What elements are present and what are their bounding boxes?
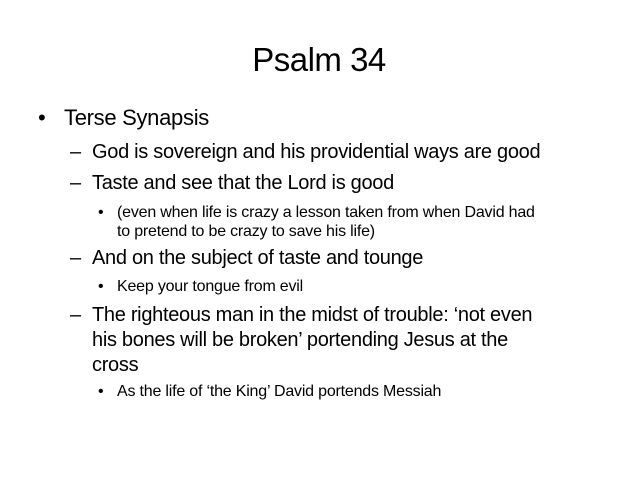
subbullet-text-taste-and-tounge: And on the subject of taste and tounge bbox=[92, 247, 424, 269]
subbullet-text-taste-and-see: Taste and see that the Lord is good bbox=[92, 172, 394, 194]
bullet-marker: • bbox=[98, 383, 104, 400]
subbullet-text-righteous-line3: cross bbox=[92, 354, 139, 376]
slide-title: Psalm 34 bbox=[252, 41, 386, 78]
subsub-text-keep-tongue: Keep your tongue from evil bbox=[117, 278, 304, 295]
bullet-marker: • bbox=[98, 278, 104, 295]
subbullet-text-righteous-line2: his bones will be broken’ portending Jesus at the bbox=[92, 329, 508, 351]
bullet-text-terse-synapsis: Terse Synapsis bbox=[64, 105, 209, 130]
subsub-text-king-david: As the life of ‘the King’ David portends Messiah bbox=[117, 383, 442, 400]
bullet-marker: • bbox=[98, 204, 104, 221]
subsub-text-crazy-line1: (even when life is crazy a lesson taken from when David had bbox=[117, 204, 535, 221]
subbullet-text-god-sovereign: God is sovereign and his providential ways are good bbox=[92, 141, 541, 163]
subsub-text-crazy-line2: to pretend to be crazy to save his life) bbox=[117, 223, 375, 240]
dash-marker: – bbox=[70, 304, 81, 326]
dash-marker: – bbox=[70, 141, 81, 163]
subbullet-text-righteous-line1: The righteous man in the midst of trouble: ‘not even bbox=[92, 304, 533, 326]
dash-marker: – bbox=[70, 172, 81, 194]
dash-marker: – bbox=[70, 247, 81, 269]
bullet-marker: • bbox=[38, 105, 46, 130]
